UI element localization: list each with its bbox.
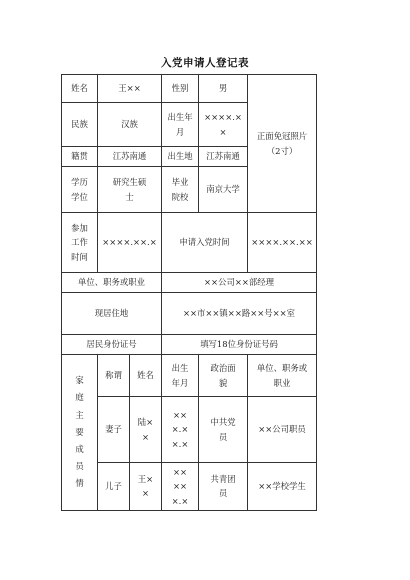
id-card-label: 居民身份证号 <box>62 335 162 355</box>
name-label: 姓名 <box>62 75 98 103</box>
native-place-label: 籍贯 <box>62 147 98 167</box>
family-name: 王×× <box>130 463 162 511</box>
education-value: 研究生硕士 <box>98 167 162 213</box>
family-job: ××公司职员 <box>248 397 317 463</box>
family-birth: ×××××.× <box>162 463 199 511</box>
address-label: 现居住地 <box>62 293 162 335</box>
gender-value: 男 <box>199 75 248 103</box>
apply-time-value: ××××.××.×× <box>248 213 317 273</box>
native-place-value: 江苏南通 <box>98 147 162 167</box>
birthplace-value: 江苏南通 <box>199 147 248 167</box>
registration-form-table <box>61 74 317 511</box>
apply-time-label: 申请入党时间 <box>162 213 248 273</box>
family-header-job: 单位、职务或职业 <box>248 355 317 397</box>
work-start-value: ××××.××.× <box>98 213 162 273</box>
family-header-relation: 称谓 <box>98 355 130 397</box>
education-label: 学历学位 <box>62 167 98 213</box>
family-name: 陆×× <box>130 397 162 463</box>
photo-size: （2寸） <box>266 145 298 156</box>
birth-label: 出生年月 <box>162 103 199 147</box>
table-row <box>62 463 317 511</box>
family-relation: 儿子 <box>98 463 130 511</box>
family-birth: ×××.××.× <box>162 397 199 463</box>
family-label: 家庭主要成员情 <box>62 355 98 511</box>
birthplace-label: 出生地 <box>162 147 199 167</box>
school-value: 南京大学 <box>199 167 248 213</box>
id-card-value: 填写18位身份证号码 <box>162 335 317 355</box>
name-value: 王×× <box>98 75 162 103</box>
work-start-label: 参加工作时间 <box>62 213 98 273</box>
birth-value: ××××.×× <box>199 103 248 147</box>
family-political: 共青团员 <box>199 463 248 511</box>
family-header-political: 政治面貌 <box>199 355 248 397</box>
ethnicity-value: 汉族 <box>98 103 162 147</box>
table-row <box>62 397 317 463</box>
unit-position-value: ××公司××部经理 <box>162 273 317 293</box>
gender-label: 性别 <box>162 75 199 103</box>
family-relation: 妻子 <box>98 397 130 463</box>
address-value: ××市××镇××路××号××室 <box>162 293 317 335</box>
school-label: 毕业院校 <box>162 167 199 213</box>
family-political: 中共党员 <box>199 397 248 463</box>
ethnicity-label: 民族 <box>62 103 98 147</box>
photo-box <box>248 75 317 213</box>
family-header-birth: 出生年月 <box>162 355 199 397</box>
family-job: ××学校学生 <box>248 463 317 511</box>
family-header-name: 姓名 <box>130 355 162 397</box>
photo-label: 正面免冠照片 <box>256 131 308 142</box>
form-title: 入党申请人登记表 <box>161 57 249 69</box>
unit-position-label: 单位、职务或职业 <box>62 273 162 293</box>
